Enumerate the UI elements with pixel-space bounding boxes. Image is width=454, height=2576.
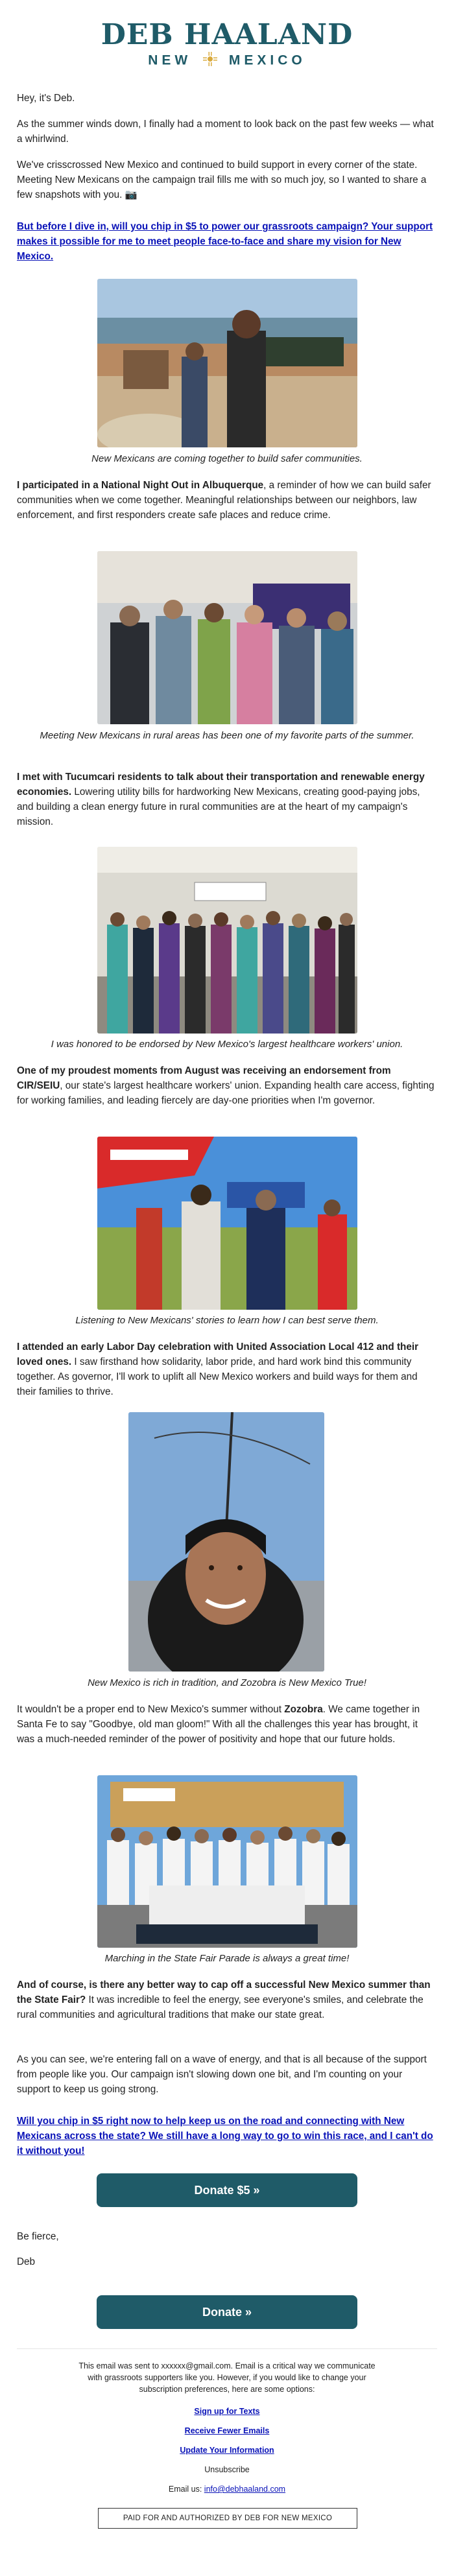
caption-5: New Mexico is rich in tradition, and Zozobra is New Mexico True!: [88, 1677, 366, 1688]
link-update-information[interactable]: Update Your Information: [180, 2446, 274, 2455]
signoff: Be fierce,: [17, 2231, 59, 2242]
campaign-logo[interactable]: [0, 19, 454, 70]
photo-rural-meeting: [97, 551, 357, 724]
photo-union-endorsement: [97, 847, 357, 1034]
cta-link-top[interactable]: [17, 219, 437, 264]
logo-subtitle-right: MEXICO: [228, 53, 306, 68]
donate-link-top[interactable]: But before I dive in, will you chip in $5 to power our grassroots campaign? Your support makes it possible for me to meet people face-to-face and share my vision for New Mexico.: [17, 221, 433, 262]
wave-paragraph: As you can see, we're entering fall on a wave of energy, and that is all because of the support from people like you. Our campaign isn't slowing down one bit, and I'm counting on your support to keep us going strong.: [17, 2054, 427, 2095]
section-2-bold: I participated in a National Night Out in Albuquerque: [17, 480, 264, 491]
section-national-night-out: [17, 478, 437, 523]
photo-labor-day: [97, 1137, 357, 1310]
link-sign-up-texts[interactable]: Sign up for Texts: [194, 2407, 260, 2416]
section-5-text: I saw firsthand how solidarity, labor pride, and hard work bind this community together. As governor, I'll work to uplift all New Mexico workers and build ways for them and their families to thrive.: [17, 1356, 418, 1397]
caption-1: New Mexicans are coming together to build safer communities.: [91, 453, 363, 464]
section-3-text: Lowering utility bills for hardworking New Mexicans, creating good-paying jobs, and building a clean energy future in rural communities are at the heart of my campaign's mission.: [17, 786, 420, 827]
unsubscribe-link[interactable]: Unsubscribe: [204, 2465, 250, 2474]
section-zozobra: [17, 1702, 437, 1747]
logo-title: DEB HAALAND: [101, 18, 353, 51]
section-7-text: It was incredible to feel the energy, see everyone's smiles, and celebrate the rural communities and agricultural traditions that make our state great.: [17, 1994, 424, 2020]
cta-link-bottom[interactable]: [17, 2114, 437, 2158]
section-state-fair: [17, 1978, 437, 2022]
zia-sun-icon: [202, 52, 219, 70]
intro-paragraph: As the summer winds down, I finally had a moment to look back on the past few weeks — what a whirlwind.: [17, 119, 434, 145]
caption-2: Meeting New Mexicans in rural areas has been one of my favorite parts of the summer.: [40, 730, 414, 741]
trail-paragraph: We've crisscrossed New Mexico and continued to build support in every corner of the state. Meeting New Mexicans on the campaign trail fills me with so much joy, so I wanted to share a few snapshots with you. 📷: [17, 160, 427, 200]
section-labor-day: [17, 1340, 437, 1399]
paid-for-disclaimer: PAID FOR AND AUTHORIZED BY DEB FOR NEW MEXICO: [98, 2508, 357, 2529]
section-4-text: , our state's largest healthcare workers' union. Expanding health care access, fighting for working families, and leading fiercely are day-one priorities when I'm governor.: [17, 1080, 435, 1106]
donate-5-button[interactable]: Donate $5 »: [97, 2173, 357, 2207]
footer-divider: [17, 2348, 437, 2349]
logo-subtitle: [0, 52, 454, 70]
section-3-bold: I met with Tucumcari residents to talk about their transportation and renewable energy economies.: [17, 772, 425, 798]
section-4-bold: One of my proudest moments from August was receiving an endorsement from CIR/SEIU: [17, 1065, 391, 1091]
photo-zozobra: [128, 1412, 324, 1672]
section-6-bold: Zozobra: [284, 1704, 323, 1715]
email-label: Email us:: [168, 2485, 204, 2494]
section-5-bold: I attended an early Labor Day celebration with United Association Local 412 and their loved ones.: [17, 1341, 419, 1367]
email-link[interactable]: info@debhaaland.com: [204, 2485, 286, 2494]
section-7-bold: And of course, is there any better way to cap off a successful New Mexico summer than the State Fair?: [17, 1979, 431, 2005]
caption-6: Marching in the State Fair Parade is always a great time!: [104, 1953, 350, 1964]
photo-state-fair-parade: [97, 1775, 357, 1948]
donate-button[interactable]: Donate »: [97, 2295, 357, 2329]
footer-email-line: [0, 2485, 454, 2494]
greeting: Hey, it's Deb.: [17, 93, 75, 104]
section-6-prefix: It wouldn't be a proper end to New Mexico's summer without: [17, 1704, 285, 1715]
signature: Deb: [17, 2256, 36, 2267]
section-6-text: . We came together in Santa Fe to say "Goodbye, old man gloom!" With all the challenges this year has brought, it was a much-needed reminder of the power of positivity and hope that our future holds.: [17, 1704, 420, 1745]
footer-notice: This email was sent to xxxxxx@gmail.com. Email is a critical way we communicate with grassroots supporters like you. However, if you would like to change your subscription preferences, here are some options:: [78, 2361, 376, 2394]
caption-3: I was honored to be endorsed by New Mexico's largest healthcare workers' union.: [51, 1039, 403, 1050]
section-cir-seiu: [17, 1063, 437, 1108]
photo-national-night-out: [97, 279, 357, 447]
donate-link-bottom[interactable]: Will you chip in $5 right now to help keep us on the road and connecting with New Mexicans across the state? We still have a long way to go to win this race, and I can't do it without you!: [17, 2116, 433, 2157]
logo-subtitle-left: NEW: [148, 53, 192, 68]
section-tucumcari: [17, 770, 437, 829]
caption-4: Listening to New Mexicans' stories to learn how I can best serve them.: [75, 1315, 379, 1326]
link-receive-fewer-emails[interactable]: Receive Fewer Emails: [184, 2426, 270, 2435]
section-2-text: , a reminder of how we can build safer communities when we come together. Meaningful relationships between our neighbors, law enforcement, and first responders create safe places and reduce crime.: [17, 480, 431, 521]
